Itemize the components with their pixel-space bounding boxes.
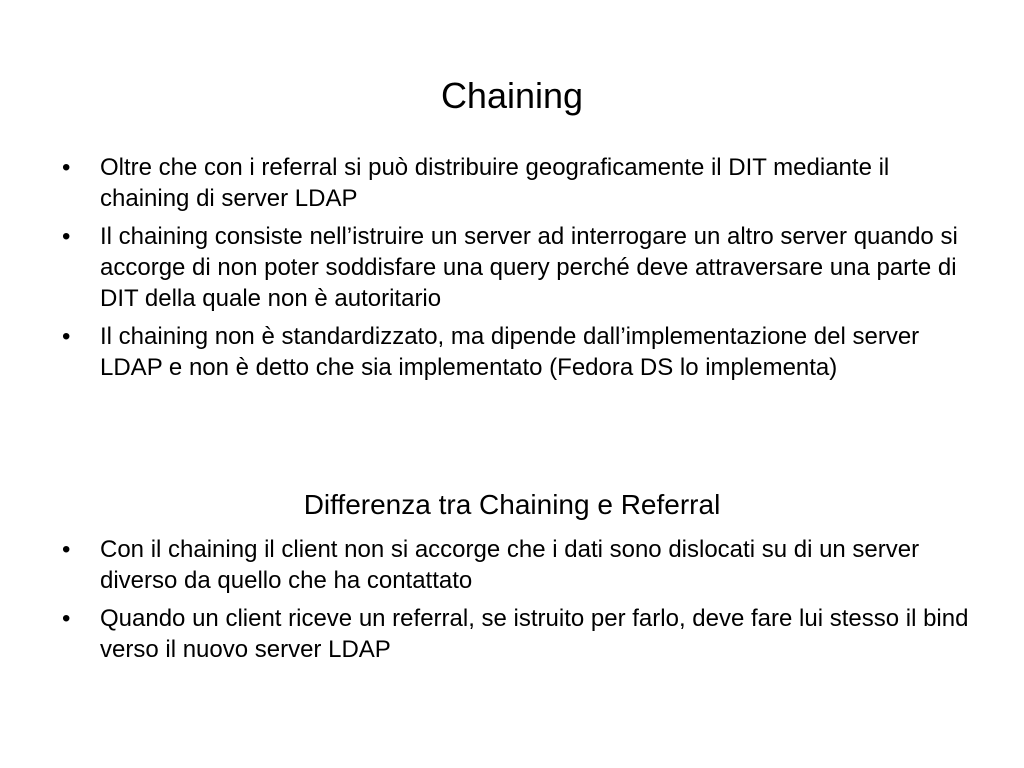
bullet-icon: •: [62, 223, 71, 250]
bullet-icon: •: [62, 154, 71, 181]
bullet-text: Quando un client riceve un referral, se istruito per farlo, deve fare lui stesso il bind verso il nuovo server LDAP: [100, 605, 969, 663]
bullet-text: Con il chaining il client non si accorge che i dati sono dislocati su di un server diverso da quello che ha contattato: [100, 536, 920, 594]
bullet-list-differences: [60, 534, 970, 672]
bullet-list-chaining: [60, 152, 970, 390]
bullet-item: [60, 603, 970, 665]
bullet-item: [60, 152, 970, 214]
bullet-icon: •: [62, 536, 71, 563]
bullet-item: [60, 221, 970, 314]
slide-title: Chaining: [440, 75, 584, 116]
bullet-icon: •: [62, 323, 71, 350]
bullet-text: Il chaining non è standardizzato, ma dipende dall’implementazione del server LDAP e non è detto che sia implementato (Fedora DS lo implementa): [100, 323, 920, 381]
bullet-item: [60, 534, 970, 596]
bullet-text: Il chaining consiste nell’istruire un server ad interrogare un altro server quando si accorge di non poter soddisfare una query perché deve attraversare una parte di DIT della quale non è autoritario: [100, 223, 958, 312]
bullet-item: [60, 321, 970, 383]
section-heading: Differenza tra Chaining e Referral: [303, 489, 721, 520]
bullet-icon: •: [62, 605, 71, 632]
bullet-text: Oltre che con i referral si può distribuire geograficamente il DIT mediante il chaining di server LDAP: [100, 154, 890, 212]
